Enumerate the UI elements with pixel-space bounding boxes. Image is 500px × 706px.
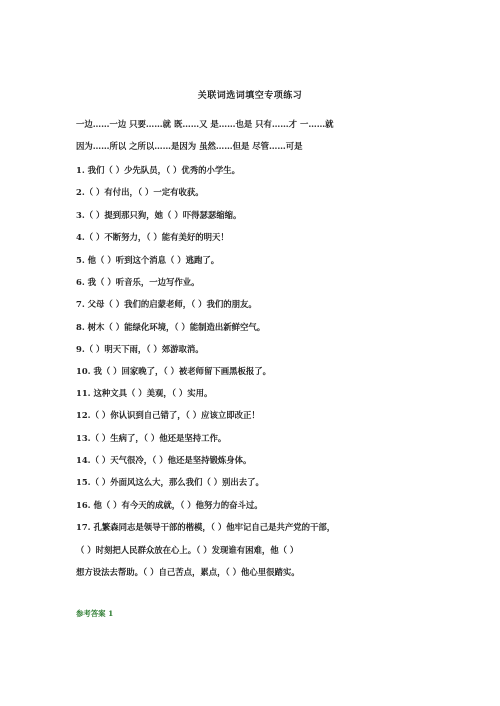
question-17-line-1: 17. 孔繁森同志是领导干部的楷模，（ ）他牢记自己是共产党的干部， xyxy=(76,522,336,532)
question-15: 15.（ ）外面风这么大，那么我们（ ）别出去了。 xyxy=(76,477,264,487)
question-8: 8. 树木（ ）能绿化环境，（ ）能制造出新鲜空气。 xyxy=(76,322,266,332)
question-14: 14.（ ）天气很冷，（ ）他还是坚持锻炼身体。 xyxy=(76,455,252,465)
question-16: 16. 他（ ）有今天的成就，（ ）他努力的奋斗过。 xyxy=(76,500,263,510)
question-11: 11. 这种文具（ ）美观，（ ）实用。 xyxy=(76,388,213,398)
question-6: 6. 我（ ）听音乐，一边写作业。 xyxy=(76,277,200,287)
question-13: 13.（ ）生病了，（ ）他还是坚持工作。 xyxy=(76,433,227,443)
question-3: 3.（ ）提到那只狗，她（ ）吓得瑟瑟缩缩。 xyxy=(76,210,242,220)
answer-key-heading: 参考答案 1 xyxy=(76,609,114,618)
question-7: 7. 父母（ ）我们的启蒙老师，（ ）我们的朋友。 xyxy=(76,299,257,309)
question-9: 9.（ ）明天下雨，（ ）郊游取消。 xyxy=(76,344,204,354)
question-1: 1. 我们（ ）少先队员，（ ）优秀的小学生。 xyxy=(76,165,241,175)
question-17-line-2: （ ）时刻把人民群众放在心上。（ ）发现谁有困难，他（ ） xyxy=(76,545,299,555)
question-2: 2.（ ）有付出，（ ）一定有收获。 xyxy=(76,187,204,197)
worksheet-title: 关联词选词填空专项练习 xyxy=(197,91,303,101)
question-4: 4.（ ）不断努力，（ ）能有美好的明天！ xyxy=(76,232,229,242)
question-10: 10. 我（ ）回家晚了，（ ）被老师留下画黑板报了。 xyxy=(76,366,271,376)
word-bank-line-1: 一边……一边 只要……就 既……又 是……也是 只有……才 一……就 xyxy=(76,119,334,129)
question-17-line-3: 想方设法去帮助。（ ）自己苦点，累点，（ ）他心里很踏实。 xyxy=(76,567,300,577)
word-bank-line-2: 因为……所以 之所以……是因为 虽然……但是 尽管……可是 xyxy=(76,141,303,151)
question-5: 5. 他（ ）听到这个消息（ ）逃跑了。 xyxy=(76,255,220,265)
question-12: 12.（ ）你认识到自己错了，（ ）应该立即改正！ xyxy=(76,410,260,420)
